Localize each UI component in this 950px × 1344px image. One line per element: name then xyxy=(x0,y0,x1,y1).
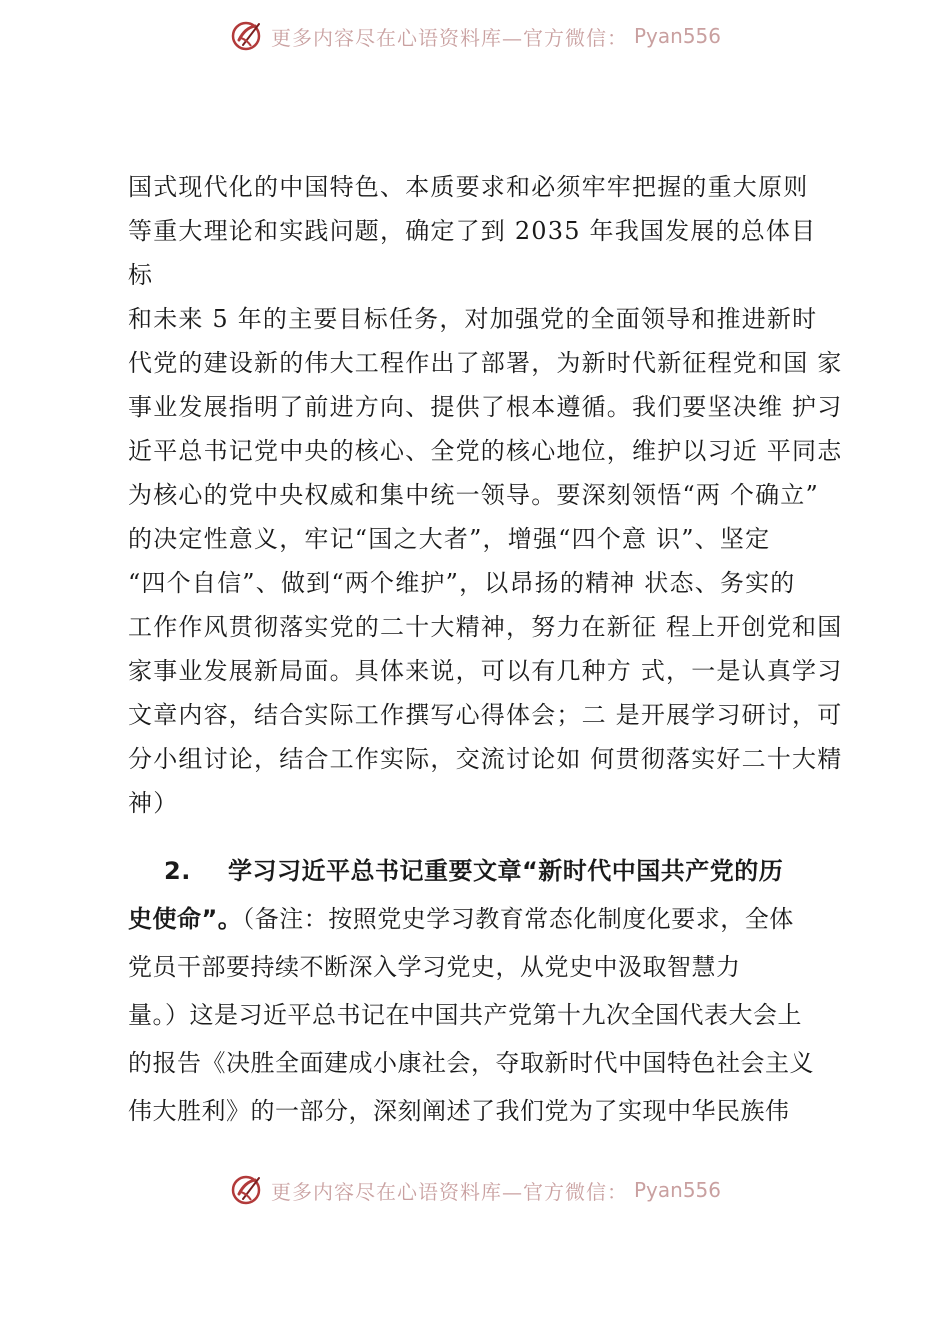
text-line: 文章内容，结合实际工作撰写心得体会；二 是开展学习研讨，可 xyxy=(128,701,843,729)
text-line: 家事业发展新局面。具体来说，可以有几种方 式，一是认真学习 xyxy=(128,657,843,685)
text-line: 代党的建设新的伟大工程作出了部署，为新时代新征程党和国 家 xyxy=(128,349,843,377)
watermark-wechat-id: Pyan556 xyxy=(633,24,721,48)
text-line: 工作作风贯彻落实党的二十大精神，努力在新征 程上开创党和国 xyxy=(128,613,843,641)
pen-seal-icon xyxy=(229,18,265,54)
paragraph-2 xyxy=(128,943,838,1135)
header-watermark xyxy=(0,16,950,56)
watermark-wechat-id: Pyan556 xyxy=(633,1178,721,1202)
watermark-text: 更多内容尽在心语资料库—官方微信： xyxy=(270,1179,628,1204)
pen-seal-icon xyxy=(229,1172,265,1208)
text-line: 国式现代化的中国特色、本质要求和必须牢牢把握的重大原则 xyxy=(128,173,809,201)
text-line: 事业发展指明了前进方向、提供了根本遵循。我们要坚决维 护习 xyxy=(128,393,843,421)
section-heading xyxy=(128,847,838,895)
section-heading-continued xyxy=(128,895,838,943)
watermark-text: 更多内容尽在心语资料库—官方微信： xyxy=(270,25,628,50)
text-line: 分小组讨论，结合工作实际，交流讨论如 何贯彻落实好二十大精 xyxy=(128,745,843,773)
section-note: （备注：按照党史学习教育常态化制度化要求，全体 xyxy=(242,905,794,933)
section-number: 2. xyxy=(164,857,191,885)
text-line: 量。）这是习近平总书记在中国共产党第十九次全国代表大会上 xyxy=(128,1001,802,1029)
text-line: 伟大胜利》的一部分，深刻阐述了我们党为了实现中华民族伟 xyxy=(128,1097,790,1125)
paragraph-1 xyxy=(128,165,843,825)
text-line: 的决定性意义，牢记“国之大者”，增强“四个意 识”、坚定 xyxy=(128,525,771,553)
document-body xyxy=(128,165,843,1135)
text-line: 近平总书记党中央的核心、全党的核心地位，维护以习近 平同志 xyxy=(128,437,843,465)
text-line: 和未来 5 年的主要目标任务，对加强党的全面领导和推进新时 xyxy=(128,305,818,333)
footer-watermark xyxy=(0,1170,950,1210)
text-line: 等重大理论和实践问题，确定了到 2035 年我国发展的总体目 xyxy=(128,217,817,245)
text-line: 标 xyxy=(128,261,154,289)
text-line: 为核心的党中央权威和集中统一领导。要深刻领悟“两 个确立” xyxy=(128,481,819,509)
text-line: “四个自信”、做到“两个维护”，以昂扬的精神 状态、务实的 xyxy=(128,569,796,597)
section-2 xyxy=(128,847,838,943)
text-line: 神） xyxy=(128,789,179,817)
section-title: 学习习近平总书记重要文章“新时代中国共产党的历 xyxy=(228,857,784,885)
text-line: 党员干部要持续不断深入学习党史，从党史中汲取智慧力 xyxy=(128,953,741,981)
text-line: 的报告《决胜全面建成小康社会，夺取新时代中国特色社会主义 xyxy=(128,1049,814,1077)
section-title-end: 史使命”。 xyxy=(128,905,243,933)
